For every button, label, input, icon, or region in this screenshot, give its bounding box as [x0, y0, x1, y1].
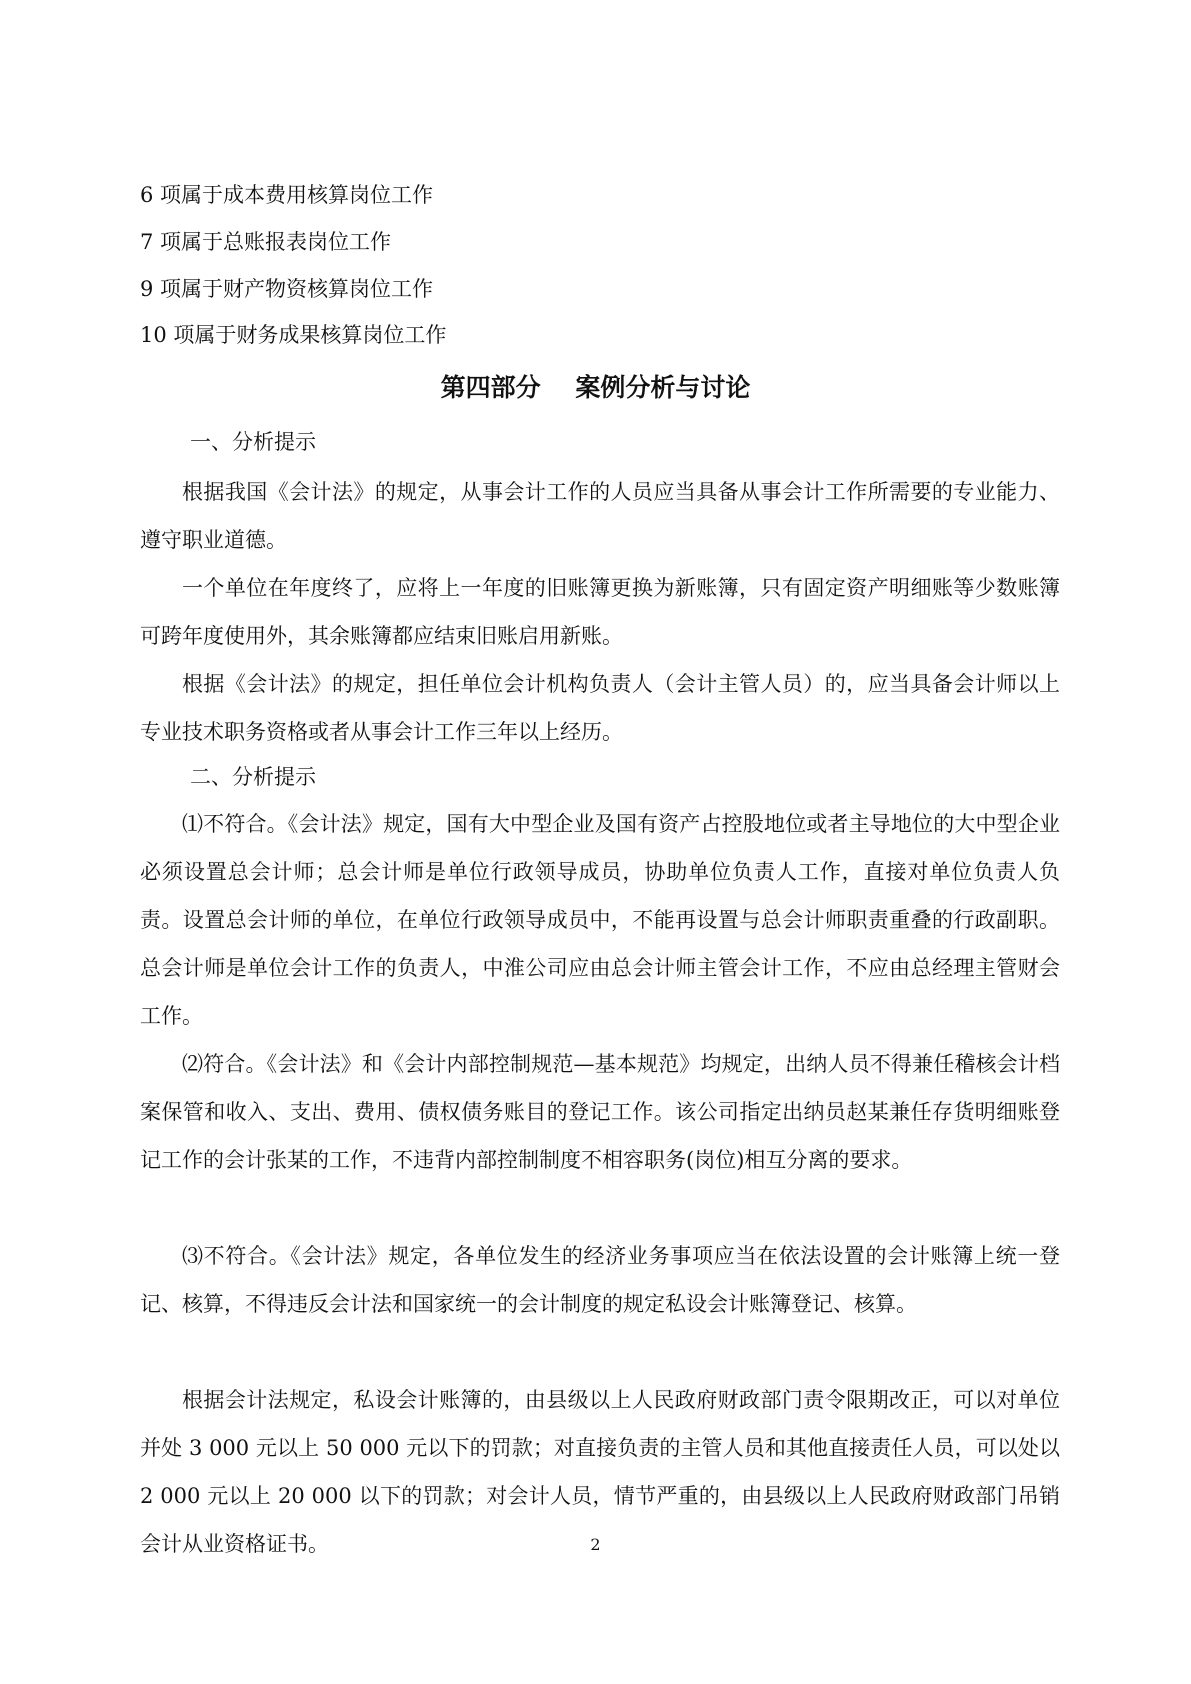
paragraph: 根据《会计法》的规定，担任单位会计机构负责人（会计主管人员）的，应当具备会计师以上专业技术职务资格或者从事会计工作三年以上经历。	[140, 672, 1060, 744]
list-item: 6 项属于成本费用核算岗位工作	[140, 183, 434, 207]
page-number: 2	[590, 1535, 601, 1554]
paragraph: ⑶不符合。《会计法》规定，各单位发生的经济业务事项应当在依法设置的会计账簿上统一登记、核算，不得违反会计法和国家统一的会计制度的规定私设会计账簿登记、核算。	[140, 1244, 1060, 1316]
paragraph: 根据我国《会计法》的规定，从事会计工作的人员应当具备从事会计工作所需要的专业能力、遵守职业道德。	[140, 480, 1060, 552]
paragraph: 一个单位在年度终了，应将上一年度的旧账簿更换为新账簿，只有固定资产明细账等少数账簿可跨年度使用外，其余账簿都应结束旧账启用新账。	[140, 576, 1060, 648]
part1-heading: 一、分析提示	[190, 430, 316, 454]
section-title: 第四部分 案例分析与讨论	[440, 373, 751, 402]
list-item: 9 项属于财产物资核算岗位工作	[140, 277, 434, 301]
part2-heading: 二、分析提示	[190, 765, 316, 789]
paragraph: ⑵符合。《会计法》和《会计内部控制规范—基本规范》均规定，出纳人员不得兼任稽核会计档案保管和收入、支出、费用、债权债务账目的登记工作。该公司指定出纳员赵某兼任存货明细账登记工作的会计张某的工作，不违背内部控制制度不相容职务(岗位)相互分离的要求。	[140, 1052, 1060, 1172]
paragraph: ⑴不符合。《会计法》规定，国有大中型企业及国有资产占控股地位或者主导地位的大中型企业必须设置总会计师；总会计师是单位行政领导成员，协助单位负责人工作，直接对单位负责人负责。设置总会计师的单位，在单位行政领导成员中，不能再设置与总会计师职责重叠的行政副职。总会计师是单位会计工作的负责人，中淮公司应由总会计师主管会计工作，不应由总经理主管财会工作。	[140, 812, 1060, 1028]
list-item: 7 项属于总账报表岗位工作	[140, 230, 392, 254]
paragraph: 根据会计法规定，私设会计账簿的，由县级以上人民政府财政部门责令限期改正，可以对单位并处 3 000 元以上 50 000 元以下的罚款；对直接负责的主管人员和其他直接责任人员，可以处以 2 000 元以上 20 000 以下的罚款；对会计人员，情节严重的，由县级以上人民政府财政部门吊销会计从业资格证书。	[140, 1388, 1060, 1556]
list-item: 10 项属于财务成果核算岗位工作	[140, 323, 447, 347]
